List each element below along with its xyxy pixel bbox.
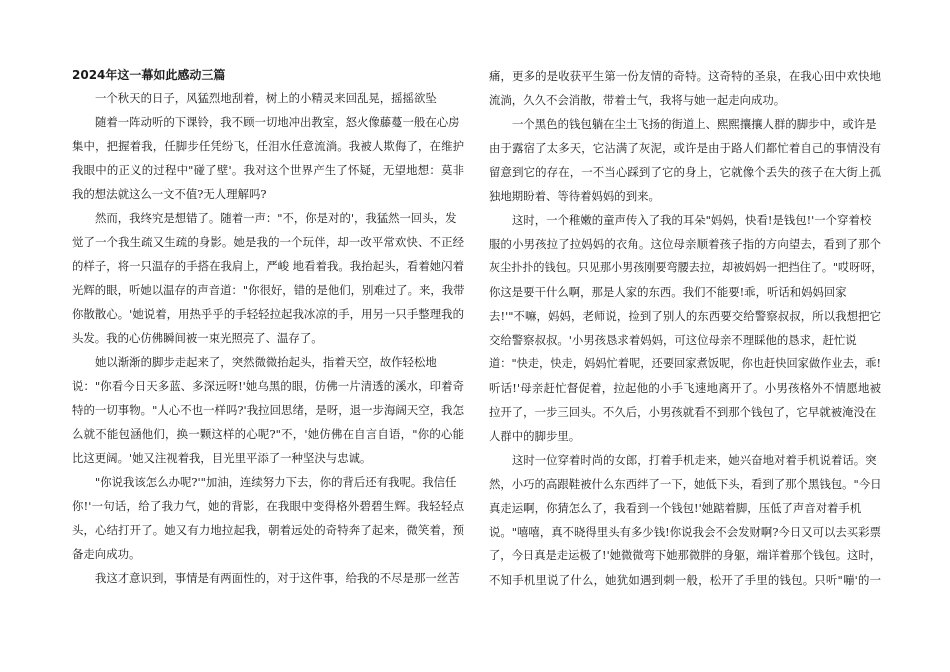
text-line: 流淌，久久不会消散，带着士气，我将与她一起走向成功。: [489, 93, 786, 107]
text-line: 留意到它的存在，一不当心踩到了它的身上，它就像个丢失的孩子在大街上孤: [489, 165, 881, 179]
text-line: 听话!'母亲赶忙督促着，拉起他的小手飞速地离开了。小男孩格外不情愿地被: [489, 381, 881, 395]
text-line: 一个秋天的日子，风猛烈地刮着，树上的小精灵来回乱晃，摇摇欲坠: [95, 91, 437, 105]
text-line: 她以渐渐的脚步走起来了，突然微微抬起头，指着天空，故作轻松地: [95, 355, 437, 369]
document-title: 2024年这一幕如此感动三篇: [72, 68, 226, 82]
text-line: 这时一位穿着时尚的女郎，打着手机走来，她兴奋地对着手机说着话。突: [512, 453, 877, 467]
text-line: 特的一切事物。"人心不也一样吗?'我拉回思绪，是呀，退一步海阔天空，我怎: [72, 403, 464, 417]
text-line: 人群中的脚步里。: [489, 429, 581, 443]
text-line: "你说我该怎么办呢?'"加油，连续努力下去，你的背后还有我呢。我信任: [95, 475, 457, 489]
text-line: 你这是要干什么啊，那是人家的东西。我们不能要!乖，听话和妈妈回家: [489, 285, 847, 299]
text-line: 随着一阵动听的下课铃，我不顾一切地冲出教室，怒火像藤蔓一般在心房: [95, 115, 460, 129]
text-line: 说。"嘻嘻，真不晓得里头有多少钱!你说我会不会发财啊?今日又可以去买彩票: [489, 525, 881, 539]
text-line: 我这才意识到，事情是有两面性的，对于这件事，给我的不尽是那一丝苦: [95, 571, 460, 585]
text-line: 头，心结打开了。她又有力地拉起我，朝着远处的奇特奔了起来，微笑着，预: [72, 523, 464, 537]
text-line: 痛，更多的是收获平生第一份友情的奇特。这奇特的圣泉，在我心田中欢快地: [489, 69, 881, 83]
text-line: 我的想法就这么一文不值?无人理解吗?: [72, 187, 267, 201]
text-line: 不知手机里说了什么，她犹如遇到刺一般，松开了手里的钱包。只听"嘣'的一: [489, 573, 881, 587]
text-line: 灰尘扑扑的钱包。只见那小男孩刚要弯腰去拉，却被妈妈一把挡住了。"哎呀呀，: [489, 261, 883, 274]
text-line: 你散散心。'她说着，用热乎乎的手轻轻拉起我冰凉的手，用另一只手整理我的: [72, 307, 464, 321]
text-line: 然，小巧的高跟鞋被什么东西绊了一下，她低下头，看到了那个黑钱包。"今日: [489, 477, 882, 491]
text-line: 一个黑色的钱包躺在尘土飞扬的街道上、熙熙攘攘人群的脚步中，或许是: [512, 117, 877, 131]
left-column: [72, 64, 464, 590]
text-line: 这时，一个稚嫩的童声传入了我的耳朵"妈妈，快看!是钱包!'一个穿着校: [512, 213, 872, 227]
text-line: 了，今日真是走运极了!'她微微弯下她那微胖的身躯，端详着那个钱包。这时，: [489, 549, 881, 562]
text-line: 光辉的眼，听她以温存的声音道："你很好，错的是他们，别难过了。来，我带: [72, 283, 465, 297]
text-line: 真走运啊，你猜怎么了，我看到一个钱包!'她踮着脚，压低了声音对着手机: [489, 501, 862, 515]
text-line: 然而，我终究是想错了。随着一声："不，你是对的'，我猛然一回头，发: [95, 211, 457, 225]
text-line: 备走向成功。: [72, 547, 141, 561]
text-line: 你!'一句话，给了我力气，她的背影，在我眼中变得格外碧碧生辉。我轻轻点: [72, 499, 464, 513]
text-line: 交给警察叔叔。'小男孩恳求着妈妈，可这位母亲不理睬他的恳求，赶忙说: [489, 333, 857, 347]
text-line: 由于露宿了太多天，它沾满了灰泥，或许是由于路人们都忙着自己的事情没有: [489, 141, 881, 155]
text-line: 头发。我的心仿佛瞬间被一束光照亮了、温存了。: [72, 331, 323, 345]
text-line: 去!'"不嘛，妈妈，老师说，捡到了别人的东西要交给警察叔叔，所以我想把它: [489, 309, 881, 323]
text-line: 我眼中的正义的过程中"碰了壁'。我对这个世界产生了怀疑，无望地想：莫非: [72, 163, 464, 177]
text-line: 觉了一个我生疏又生疏的身影。她是我的一个玩伴，却一改平常欢快、不正经: [72, 235, 464, 249]
text-line: 独地期盼着、等待着妈妈的到来。: [489, 189, 660, 203]
text-line: 的样子，将一只温存的手搭在我肩上，严峻 地看着我。我抬起头，看着她闪着: [72, 259, 464, 273]
text-line: 比这更阔。'她又注视着我，目光里平添了一种坚決与忠诚。: [72, 451, 372, 465]
text-line: 服的小男孩拉了拉妈妈的衣角。这位母亲顺着孩子指的方向望去，看到了那个: [489, 237, 881, 251]
text-line: 集中，把握着我，任脚步任凭纷飞，任泪水任意流淌。我被人欺侮了，在维护: [72, 139, 464, 153]
text-line: 道："快走，快走，妈妈忙着呢，还要回家煮饭呢，你也赶快回家做作业去，乖!: [489, 357, 881, 370]
right-column: [489, 64, 881, 592]
text-line: 拉开了，一步三回头。不久后，小男孩就看不到那个钱包了，它早就被淹没在: [489, 405, 877, 419]
text-line: 说："你看今日天多蓝、多深远呀!'她乌黑的眼，仿佛一片清透的溪水，印着奇: [72, 379, 464, 393]
text-line: 么就不能包涵他们，换一颗这样的心呢?"不，'她仿佛在自言自语，"你的心能: [72, 427, 464, 441]
